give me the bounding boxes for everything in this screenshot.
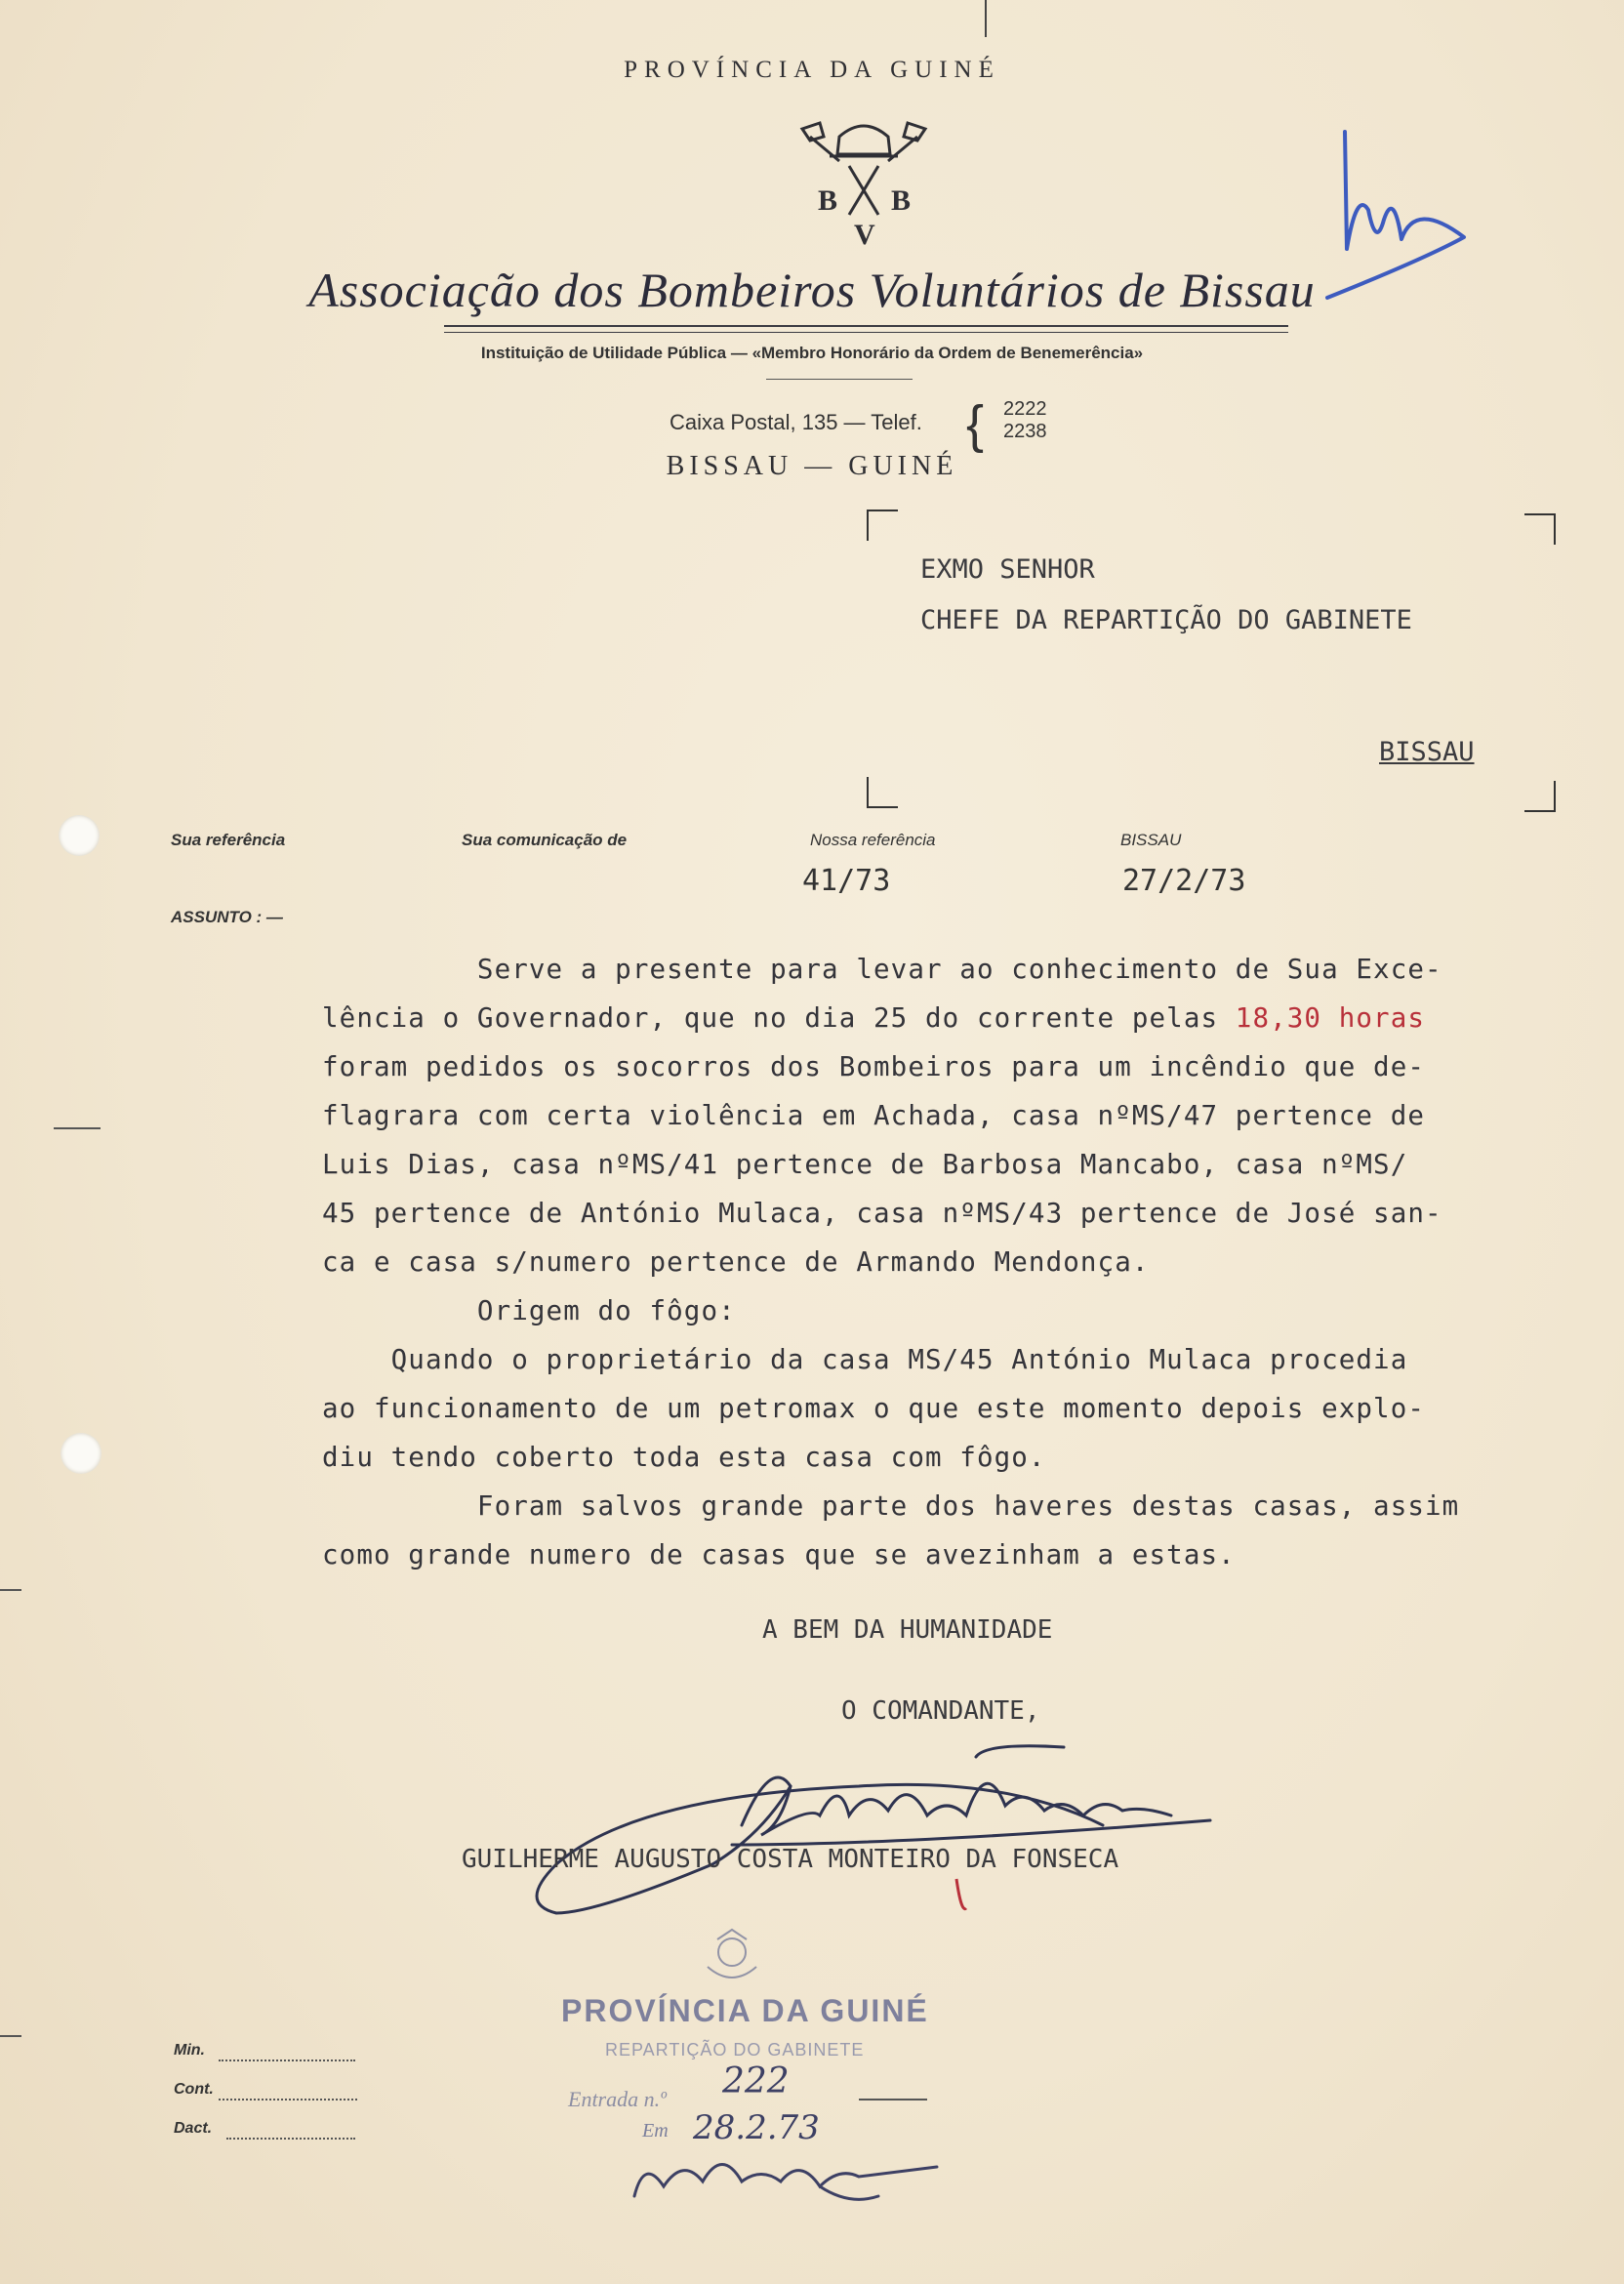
body-line: Quando o proprietário da casa MS/45 António Mulaca procedia	[322, 1344, 1408, 1375]
fold-mark	[985, 0, 987, 37]
body-line: Luis Dias, casa nºMS/41 pertence de Barbosa Mancabo, casa nºMS/	[322, 1149, 1408, 1180]
handwritten-signature	[517, 1718, 1230, 1933]
body-line: Serve a presente para levar ao conhecimento de Sua Exce-	[322, 954, 1442, 985]
place-label: BISSAU	[1120, 831, 1182, 849]
stamp-crest-icon	[688, 1928, 776, 1991]
your-reference-label: Sua referência	[171, 831, 286, 849]
our-reference-label: Nossa referência	[810, 831, 936, 849]
date-value: 27/2/73	[1122, 864, 1246, 898]
body-line	[322, 994, 1615, 1042]
body-line: diu tendo coberto toda esta casa com fôgo.	[322, 1442, 1046, 1473]
punch-hole-top	[59, 815, 100, 856]
firefighter-emblem-icon	[781, 107, 947, 254]
institution-line: Instituição de Utilidade Pública — «Membro Honorário da Ordem de Benemerência»	[480, 344, 1144, 362]
separator	[766, 379, 913, 380]
address-corner-bl	[867, 777, 898, 808]
body-line: flagrara com certa violência em Achada, casa nºMS/47 pertence de	[322, 1100, 1426, 1131]
body-line: 45 pertence de António Mulaca, casa nºMS/43 pertence de José san-	[322, 1198, 1442, 1229]
body-line: Origem do fôgo:	[322, 1295, 736, 1326]
min-dotted-line	[219, 2060, 355, 2061]
subject-label: ASSUNTO : —	[171, 908, 283, 926]
body-line: como grande numero de casas que se avezinham a estas.	[322, 1539, 1236, 1570]
dact-label: Dact.	[174, 2120, 213, 2137]
phone-number-1: 2222	[1003, 398, 1047, 420]
address-corner-tr	[1524, 513, 1556, 545]
cont-label: Cont.	[174, 2081, 214, 2098]
province-heading: PROVÍNCIA DA GUINÉ	[624, 57, 1000, 83]
margin-tick	[54, 1127, 101, 1129]
letterhead-city: BISSAU — GUINÉ	[666, 451, 958, 481]
emblem-letter-v: V	[854, 219, 875, 251]
body-line: foram pedidos os socorros dos Bombeiros para um incêndio que de-	[322, 1051, 1426, 1082]
stamp-initials-signature	[625, 2138, 947, 2216]
phone-brace: {	[966, 395, 985, 454]
letter-body	[322, 945, 1615, 1579]
stamp-province: PROVÍNCIA DA GUINÉ	[561, 1993, 929, 2028]
body-line: ao funcionamento de um petromax o que este momento depois explo-	[322, 1393, 1426, 1424]
stamp-date-label: Em	[642, 2120, 669, 2141]
body-line: Foram salvos grande parte dos haveres destas casas, assim	[322, 1490, 1460, 1522]
body-text-segment: lência o Governador, que no dia 25 do corrente pelas	[322, 1002, 1236, 1034]
association-name: Associação dos Bombeiros Voluntários de Bissau	[308, 263, 1316, 317]
red-time-text: 18,30 horas	[1235, 1002, 1426, 1034]
blue-initials-mark	[1308, 122, 1483, 307]
signer-role: O COMANDANTE,	[841, 1696, 1040, 1726]
emblem-letter-b-left: B	[818, 184, 838, 217]
dact-dotted-line	[226, 2138, 355, 2140]
signer-name: GUILHERME AUGUSTO COSTA MONTEIRO DA FONSECA	[462, 1845, 1119, 1874]
address-corner-br	[1524, 781, 1556, 812]
our-reference-value: 41/73	[802, 864, 891, 898]
phone-number-2: 2238	[1003, 421, 1047, 442]
stamp-entry-label: Entrada n.º	[568, 2087, 667, 2111]
cont-dotted-line	[219, 2099, 357, 2100]
stamp-office: REPARTIÇÃO DO GABINETE	[605, 2040, 865, 2060]
recipient-title: EXMO SENHOR	[920, 554, 1095, 585]
address-corner-tl	[867, 510, 898, 541]
closing-salutation: A BEM DA HUMANIDADE	[762, 1615, 1053, 1645]
stamp-entry-number: 222	[722, 2061, 790, 2101]
postal-box: Caixa Postal, 135 — Telef.	[670, 410, 922, 434]
body-line: ca e casa s/numero pertence de Armando Mendonça.	[322, 1246, 1150, 1278]
stamp-date: 28.2.73	[693, 2108, 820, 2147]
letterhead-rule	[444, 325, 1288, 327]
margin-tick	[0, 2035, 21, 2037]
stamp-rule	[859, 2099, 927, 2100]
recipient-office: CHEFE DA REPARTIÇÃO DO GABINETE	[920, 605, 1412, 635]
letterhead-rule-thin	[444, 332, 1288, 333]
emblem-letter-b-right: B	[891, 184, 912, 217]
margin-tick	[0, 1589, 21, 1591]
min-label: Min.	[174, 2042, 205, 2059]
recipient-city: BISSAU	[1379, 737, 1475, 767]
punch-hole-bottom	[61, 1433, 102, 1474]
your-communication-label: Sua comunicação de	[462, 831, 628, 849]
